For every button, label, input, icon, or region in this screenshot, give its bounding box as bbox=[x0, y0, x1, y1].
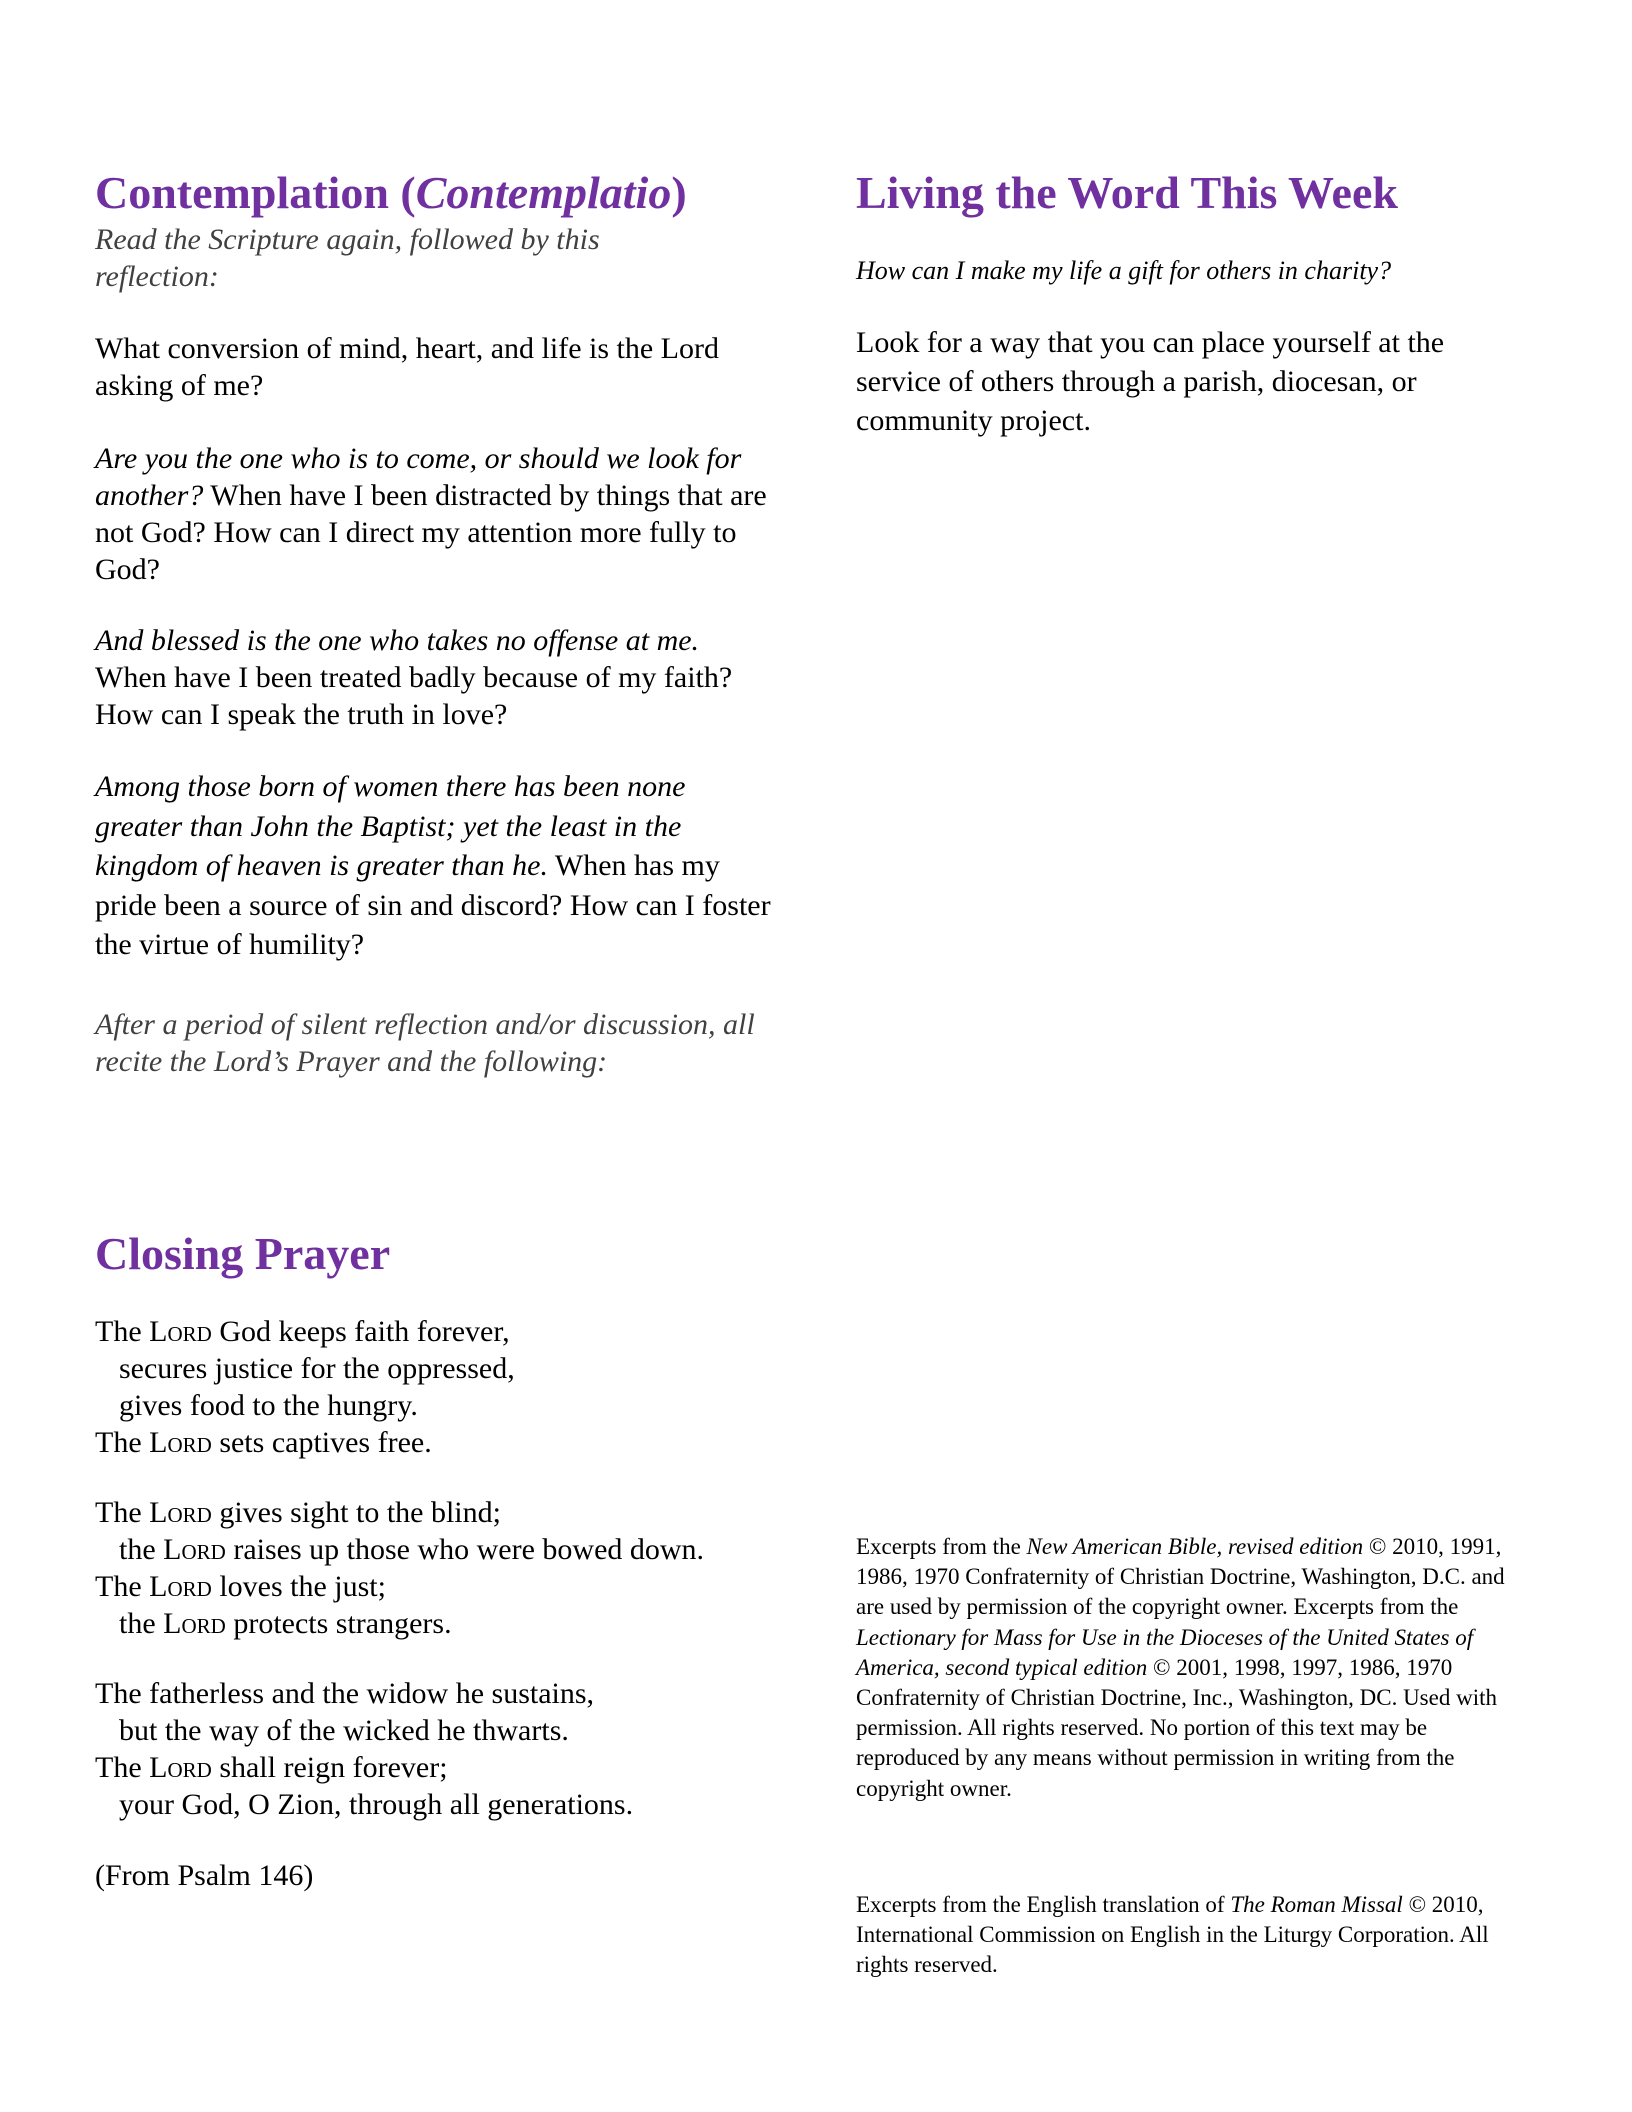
psalm-line bbox=[95, 1786, 815, 1823]
lord-smallcaps: Lord bbox=[163, 1533, 226, 1566]
copyright-text: Excerpts from the bbox=[856, 1534, 1027, 1559]
psalm-line bbox=[95, 1749, 815, 1786]
copyright-title: New American Bible, revised edition bbox=[1026, 1534, 1364, 1559]
reflection-scripture: Are you the one who is to come, or should we look for another? bbox=[95, 442, 742, 512]
line-text: but the way of the wicked he thwarts. bbox=[119, 1714, 569, 1747]
living-word-question: How can I make my life a gift for others in charity? bbox=[856, 256, 1392, 285]
line-text: The bbox=[95, 1315, 150, 1348]
living-word-heading: Living the Word This Week bbox=[856, 167, 1398, 218]
line-text: The bbox=[95, 1751, 150, 1784]
psalm-line bbox=[95, 1568, 815, 1605]
heading-paren: ) bbox=[671, 167, 687, 218]
psalm-line bbox=[95, 1605, 815, 1642]
reflection-scripture: And blessed is the one who takes no offense at me. bbox=[95, 624, 700, 657]
line-text: your God, O Zion, through all generations. bbox=[119, 1788, 634, 1821]
line-text: secures justice for the oppressed, bbox=[119, 1352, 515, 1385]
closing-instruction: After a period of silent reflection and/or discussion, all recite the Lord’s Prayer and the following: bbox=[95, 1008, 755, 1078]
copyright-title: Lectionary for Mass for Use in the Dioceses of the United States of America, second typical edition bbox=[856, 1624, 1474, 1680]
copyright-text: © 2010, International Commission on English in the Liturgy Corporation. All rights reserved. bbox=[856, 1892, 1489, 1978]
copyright-text: © 2001, 1998, 1997, 1986, 1970 Confraternity of Christian Doctrine, Inc., Washington, DC. Used with permission. All rights reserved. No portion of this text may be reproduced by any means without permission in writing from the copyright owner. bbox=[856, 1654, 1497, 1801]
psalm-line bbox=[95, 1350, 795, 1387]
contemplation-heading bbox=[95, 167, 687, 219]
psalm-source: (From Psalm 146) bbox=[95, 1859, 314, 1892]
line-text: The bbox=[95, 1426, 150, 1459]
psalm-stanza-3 bbox=[95, 1675, 815, 1823]
copyright-text: © 2010, 1991, 1986, 1970 Confraternity of Christian Doctrine, Washington, D.C. and are used by permission of the copyright owner. Excerpts from the bbox=[856, 1534, 1505, 1620]
reflection-prompt: When have I been distracted by things that are not God? How can I direct my attention more fully to God? bbox=[95, 479, 767, 586]
line-text: raises up those who were bowed down. bbox=[225, 1533, 705, 1566]
heading-text: Contemplation ( bbox=[95, 167, 416, 218]
lord-smallcaps: Lord bbox=[149, 1570, 212, 1603]
lord-smallcaps: Lord bbox=[149, 1751, 212, 1784]
psalm-line bbox=[95, 1424, 795, 1461]
heading-latin: Contemplatio bbox=[415, 167, 672, 218]
contemplation-instruction: Read the Scripture again, followed by this reflection: bbox=[95, 223, 600, 293]
line-text: protects strangers. bbox=[225, 1607, 452, 1640]
living-word-text: Look for a way that you can place yourself at the service of others through a parish, diocesan, or community project. bbox=[856, 326, 1445, 437]
line-text: sets captives free. bbox=[211, 1426, 432, 1459]
line-text: loves the just; bbox=[211, 1570, 386, 1603]
reflection-2 bbox=[95, 622, 755, 733]
psalm-line bbox=[95, 1675, 815, 1712]
line-text: The fatherless and the widow he sustains, bbox=[95, 1677, 595, 1710]
reflection-3 bbox=[95, 767, 775, 965]
lord-smallcaps: Lord bbox=[149, 1426, 212, 1459]
reflection-prompt: When has my pride been a source of sin and discord? How can I foster the virtue of humility? bbox=[95, 849, 771, 961]
psalm-line bbox=[95, 1531, 815, 1568]
line-text: gives food to the hungry. bbox=[119, 1389, 418, 1422]
psalm-line bbox=[95, 1387, 795, 1424]
line-text: the bbox=[119, 1533, 164, 1566]
psalm-stanza-1 bbox=[95, 1313, 795, 1461]
psalm-line bbox=[95, 1712, 815, 1749]
psalm-line bbox=[95, 1313, 795, 1350]
reflection-prompt: When have I been treated badly because of my faith? How can I speak the truth in love? bbox=[95, 661, 733, 731]
contemplation-question: What conversion of mind, heart, and life is the Lord asking of me? bbox=[95, 332, 719, 402]
copyright-nab bbox=[856, 1532, 1528, 1804]
line-text: The bbox=[95, 1570, 150, 1603]
reflection-1 bbox=[95, 440, 770, 588]
copyright-missal bbox=[856, 1890, 1528, 1981]
lord-smallcaps: Lord bbox=[149, 1496, 212, 1529]
psalm-line bbox=[95, 1494, 815, 1531]
line-text: The bbox=[95, 1496, 150, 1529]
copyright-title: The Roman Missal bbox=[1230, 1892, 1403, 1917]
lord-smallcaps: Lord bbox=[163, 1607, 226, 1640]
reflection-scripture: Among those born of women there has been none greater than John the Baptist; yet the least in the kingdom of heaven is greater than he. bbox=[95, 770, 686, 882]
copyright-text: Excerpts from the English translation of bbox=[856, 1892, 1231, 1917]
line-text: the bbox=[119, 1607, 164, 1640]
line-text: God keeps faith forever, bbox=[211, 1315, 510, 1348]
lord-smallcaps: Lord bbox=[149, 1315, 212, 1348]
psalm-stanza-2 bbox=[95, 1494, 815, 1642]
line-text: gives sight to the blind; bbox=[211, 1496, 501, 1529]
closing-prayer-heading: Closing Prayer bbox=[95, 1228, 391, 1279]
line-text: shall reign forever; bbox=[211, 1751, 448, 1784]
